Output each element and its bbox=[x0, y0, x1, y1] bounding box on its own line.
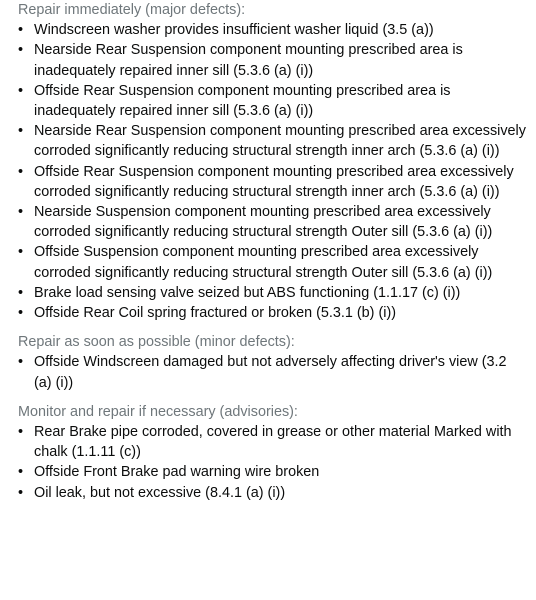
list-item: • Offside Front Brake pad warning wire broken bbox=[18, 462, 528, 482]
list-item: • Offside Rear Suspension component mounting prescribed area is inadequately repaired inner sill (5.3.6 (a) (i)) bbox=[18, 81, 528, 121]
defect-list bbox=[18, 422, 528, 503]
list-item: • Offside Suspension component mounting prescribed area excessively corroded significantly reducing structural strength Outer sill (5.3.6 (a) (i)) bbox=[18, 242, 528, 282]
list-item: • Nearside Rear Suspension component mounting prescribed area excessively corroded significantly reducing structural strength inner arch (5.3.6 (a) (i)) bbox=[18, 121, 528, 161]
section-minor-defects bbox=[18, 332, 528, 393]
list-item: • Nearside Suspension component mounting prescribed area excessively corroded significantly reducing structural strength Outer sill (5.3.6 (a) (i)) bbox=[18, 202, 528, 242]
list-item: • Offside Rear Suspension component mounting prescribed area excessively corroded significantly reducing structural strength inner arch (5.3.6 (a) (i)) bbox=[18, 162, 528, 202]
list-item: • Brake load sensing valve seized but ABS functioning (1.1.17 (c) (i)) bbox=[18, 283, 528, 303]
defect-list bbox=[18, 352, 528, 392]
list-item: • Windscreen washer provides insufficient washer liquid (3.5 (a)) bbox=[18, 20, 528, 40]
list-item: • Offside Windscreen damaged but not adversely affecting driver's view (3.2 (a) (i)) bbox=[18, 352, 528, 392]
section-major-defects bbox=[18, 0, 528, 323]
section-heading: Repair as soon as possible (minor defects): bbox=[18, 334, 295, 351]
list-item: • Offside Rear Coil spring fractured or broken (5.3.1 (b) (i)) bbox=[18, 303, 528, 323]
section-heading: Repair immediately (major defects): bbox=[18, 2, 246, 18]
list-item: • Rear Brake pipe corroded, covered in grease or other material Marked with chalk (1.1.11 (c)) bbox=[18, 422, 528, 462]
section-advisories bbox=[18, 402, 528, 503]
list-item: • Nearside Rear Suspension component mounting prescribed area is inadequately repaired inner sill (5.3.6 (a) (i)) bbox=[18, 40, 528, 80]
defect-list bbox=[18, 20, 528, 323]
section-heading: Monitor and repair if necessary (advisories): bbox=[18, 403, 298, 420]
list-item: • Oil leak, but not excessive (8.4.1 (a) (i)) bbox=[18, 483, 528, 503]
